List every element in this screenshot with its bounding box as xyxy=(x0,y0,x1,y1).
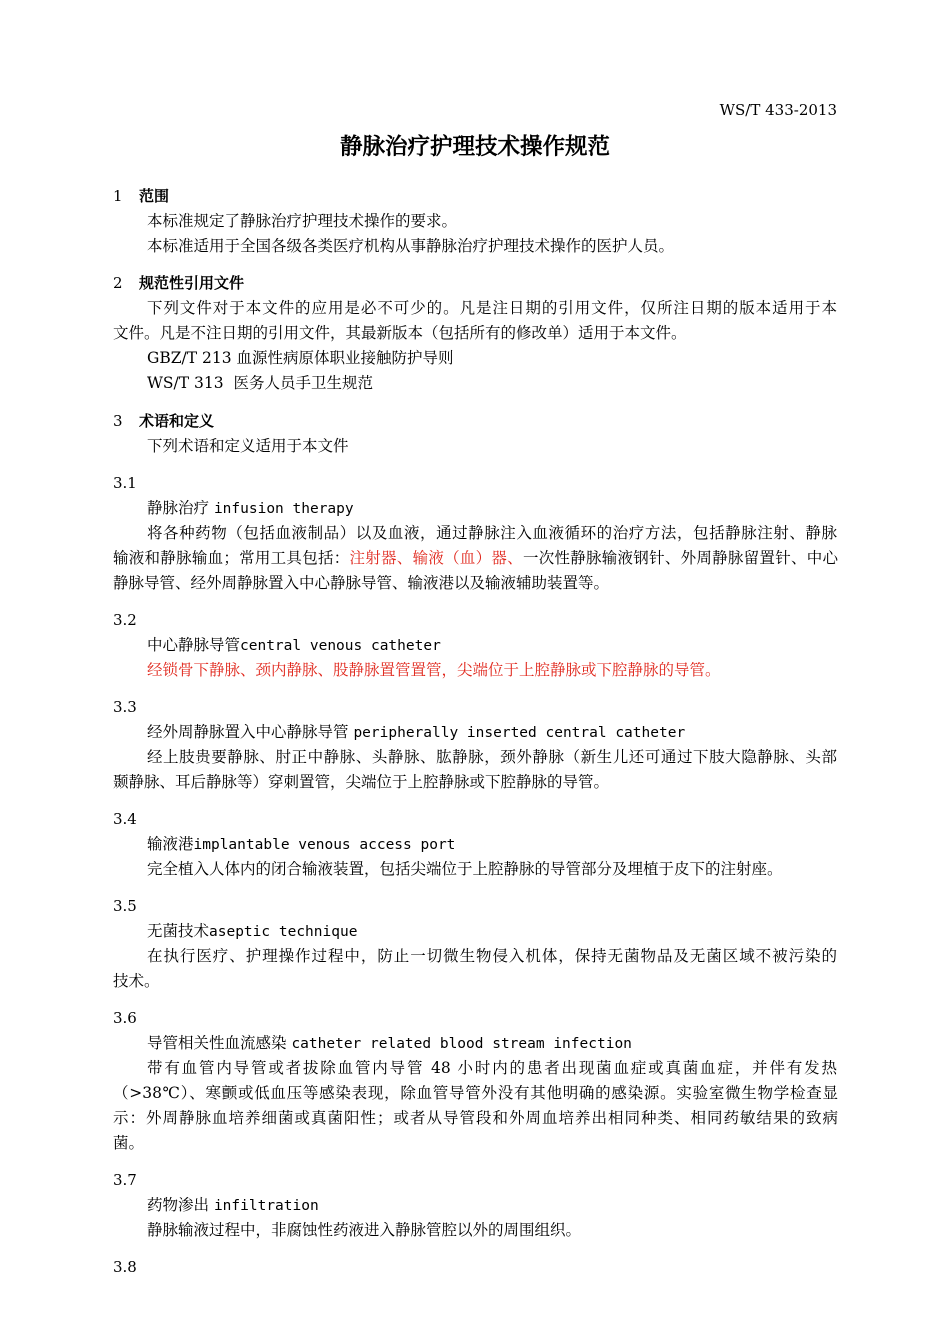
term-number: 3.1 xyxy=(113,474,137,492)
paragraph: 本标准规定了静脉治疗护理技术操作的要求。 xyxy=(147,212,458,230)
standard-code: WS/T 433-2013 xyxy=(719,101,837,119)
term-en: implantable venous access port xyxy=(193,837,456,853)
term-zh: 导管相关性血流感染 xyxy=(147,1034,292,1052)
term-number: 3.6 xyxy=(113,1009,137,1027)
reference-item: WS/T 313 医务人员手卫生规范 xyxy=(147,374,373,392)
term-zh: 静脉治疗 xyxy=(147,499,214,517)
definition-line: 静脉导管、经外周静脉置入中心静脉导管、输液港以及输液辅助装置等。 xyxy=(113,574,610,592)
definition-line: 完全植入人体内的闭合输液装置，包括尖端位于上腔静脉的导管部分及埋植于皮下的注射座。 xyxy=(147,860,783,878)
term-heading xyxy=(147,834,455,855)
definition-line: 将各种药物（包括血液制品）以及血液，通过静脉注入血液循环的治疗方法，包括静脉注射、静脉 xyxy=(147,524,837,542)
term-zh: 药物渗出 xyxy=(147,1196,214,1214)
definition-line-highlighted: 经锁骨下静脉、颈内静脉、股静脉置管置管，尖端位于上腔静脉或下腔静脉的导管。 xyxy=(147,661,721,679)
document-title: 静脉治疗护理技术操作规范 xyxy=(339,134,610,160)
term-zh: 中心静脉导管 xyxy=(147,636,241,654)
paragraph-line: 下列文件对于本文件的应用是必不可少的。凡是注日期的引用文件，仅所注日期的版本适用于本 xyxy=(147,299,837,317)
term-number: 3.5 xyxy=(113,897,137,915)
reference-item: GBZ/T 213 血源性病原体职业接触防护导则 xyxy=(147,349,454,367)
paragraph: 下列术语和定义适用于本文件 xyxy=(147,437,349,455)
term-number: 3.7 xyxy=(113,1171,137,1189)
term-zh: 无菌技术 xyxy=(147,922,210,940)
term-heading xyxy=(147,722,685,743)
section-title: 规范性引用文件 xyxy=(139,274,245,292)
term-en: catheter related blood stream infection xyxy=(291,1036,632,1052)
section-number: 3 xyxy=(113,412,123,430)
term-en: aseptic technique xyxy=(209,924,358,940)
definition-line: 菌。 xyxy=(113,1134,145,1152)
section-3-heading xyxy=(113,411,214,431)
section-title: 术语和定义 xyxy=(139,412,215,430)
term-en: infusion therapy xyxy=(213,501,354,517)
highlighted-text: 注射器、输液（血）器、 xyxy=(349,549,523,567)
term-number: 3.8 xyxy=(113,1258,137,1276)
definition-line: 带有血管内导管或者拔除血管内导管 48 小时内的患者出现菌血症或真菌血症，并伴有发热 xyxy=(147,1059,837,1077)
term-number: 3.3 xyxy=(113,698,137,716)
term-en: central venous catheter xyxy=(240,638,441,654)
definition-line: 示：外周静脉血培养细菌或真菌阳性；或者从导管段和外周血培养出相同种类、相同药敏结果的致病 xyxy=(113,1109,838,1127)
definition-line: 在执行医疗、护理操作过程中，防止一切微生物侵入机体，保持无菌物品及无菌区域不被污染的 xyxy=(147,947,837,965)
term-heading xyxy=(147,498,354,519)
term-number: 3.4 xyxy=(113,810,137,828)
term-en: peripherally inserted central catheter xyxy=(353,725,686,741)
term-heading xyxy=(147,921,357,942)
term-heading xyxy=(147,1195,319,1216)
term-zh: 经外周静脉置入中心静脉导管 xyxy=(147,723,354,741)
definition-line xyxy=(113,548,838,568)
section-1-heading xyxy=(113,186,169,206)
definition-line: 经上肢贵要静脉、肘正中静脉、头静脉、肱静脉，颈外静脉（新生儿还可通过下肢大隐静脉、头部 xyxy=(147,748,837,766)
term-heading xyxy=(147,635,441,656)
term-zh: 输液港 xyxy=(147,835,194,853)
section-title: 范围 xyxy=(139,187,170,205)
section-number: 2 xyxy=(113,274,123,292)
term-number: 3.2 xyxy=(113,611,137,629)
paragraph: 本标准适用于全国各级各类医疗机构从事静脉治疗护理技术操作的医护人员。 xyxy=(147,237,675,255)
text-span: 一次性静脉输液钢针、外周静脉留置针、中心 xyxy=(522,549,838,567)
term-en: infiltration xyxy=(213,1198,319,1214)
definition-line: （>38℃）、寒颤或低血压等感染表现，除血管导管外没有其他明确的感染源。实验室微生物学检查显 xyxy=(113,1084,838,1102)
definition-line: 静脉输液过程中，非腐蚀性药液进入静脉管腔以外的周围组织。 xyxy=(147,1221,582,1239)
definition-line: 颞静脉、耳后静脉等）穿刺置管，尖端位于上腔静脉或下腔静脉的导管。 xyxy=(113,773,610,791)
section-2-heading xyxy=(113,273,244,293)
term-heading xyxy=(147,1033,632,1054)
section-number: 1 xyxy=(113,187,123,205)
text-span: 输液和静脉输血；常用工具包括： xyxy=(113,549,350,567)
paragraph-line: 文件。凡是不注日期的引用文件，其最新版本（包括所有的修改单）适用于本文件。 xyxy=(113,324,687,342)
definition-line: 技术。 xyxy=(113,972,160,990)
